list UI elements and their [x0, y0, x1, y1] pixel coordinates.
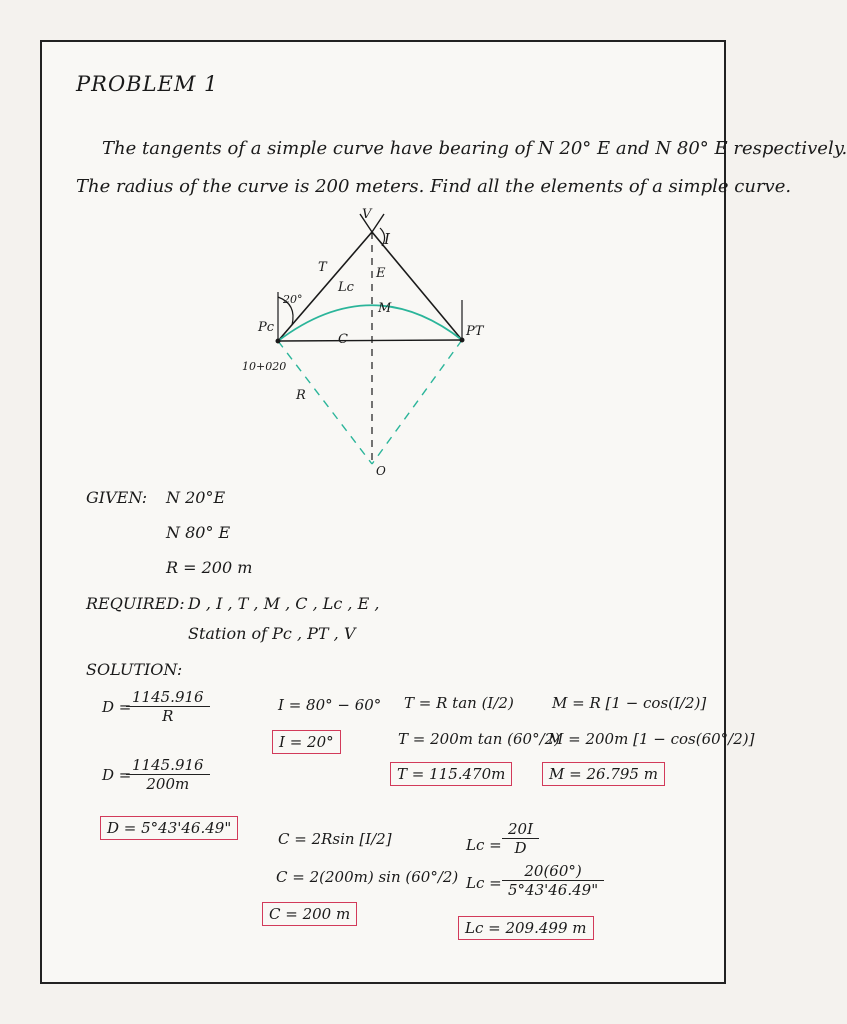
label-m: M: [378, 301, 392, 316]
m-answer-box: M = 26.795 m: [542, 762, 665, 786]
label-c: C: [338, 332, 348, 347]
d-sub-denominator: 200m: [146, 775, 190, 793]
m-formula: M = R [1 − cos(I/2)]: [552, 694, 707, 712]
label-lc: Lc: [338, 280, 354, 295]
given-item: N 80° E: [166, 523, 231, 542]
label-v: V: [362, 207, 372, 222]
tangent-forward: [372, 232, 462, 340]
d-fraction: [126, 688, 210, 725]
pt-point: [460, 338, 465, 343]
radius-pt: [372, 340, 462, 464]
lc-sub-numerator: 20(60°): [502, 862, 604, 881]
pc-point: [276, 339, 281, 344]
lc-sub-fraction: [502, 862, 604, 899]
station-label: 10+020: [242, 360, 287, 373]
given-item: N 20°E: [166, 488, 226, 507]
d-denominator: R: [162, 707, 174, 725]
d-lhs: D =: [102, 698, 132, 716]
lc-sub-lhs: Lc =: [466, 874, 502, 892]
solution-label: SOLUTION:: [86, 660, 183, 679]
d-sub-fraction: [126, 756, 210, 793]
problem-title: PROBLEM 1: [76, 72, 219, 96]
lc-sub-denominator: 5°43'46.49": [508, 881, 599, 899]
d-numerator: 1145.916: [126, 688, 210, 707]
lc-lhs: Lc =: [466, 836, 502, 854]
problem-sheet: [40, 40, 847, 984]
given-label: GIVEN:: [86, 488, 148, 507]
lc-denominator: D: [514, 839, 527, 857]
i-answer-box: I = 20°: [272, 730, 341, 754]
i-formula: I = 80° − 60°: [278, 696, 382, 714]
label-r: R: [296, 388, 306, 403]
t-formula: T = R tan (I/2): [404, 694, 514, 712]
simple-curve: [278, 305, 462, 341]
required-line-1: D , I , T , M , C , Lc , E ,: [188, 594, 380, 613]
t-substitution: T = 200m tan (60°/2): [398, 730, 561, 748]
statement-line-1: The tangents of a simple curve have bearing of N 20° E and N 80° E respectively.: [102, 138, 847, 159]
c-formula: C = 2Rsin [I/2]: [278, 830, 392, 848]
label-t: T: [318, 260, 327, 275]
label-o: O: [376, 464, 386, 478]
required-line-2: Station of Pc , PT , V: [188, 624, 356, 643]
label-angle: 20°: [283, 293, 303, 306]
c-answer-box: C = 200 m: [262, 902, 357, 926]
required-label: REQUIRED:: [86, 594, 185, 613]
d-sub-lhs: D =: [102, 766, 132, 784]
d-sub-numerator: 1145.916: [126, 756, 210, 775]
label-pt: PT: [466, 324, 484, 339]
label-pc: Pc: [258, 320, 275, 335]
t-answer-box: T = 115.470m: [390, 762, 512, 786]
m-substitution: M = 200m [1 − cos(60°/2)]: [548, 730, 755, 748]
long-chord: [278, 340, 462, 341]
lc-answer-box: Lc = 209.499 m: [458, 916, 594, 940]
lc-fraction: [502, 820, 539, 857]
given-item: R = 200 m: [166, 558, 253, 577]
lc-numerator: 20I: [502, 820, 539, 839]
label-i: I: [384, 230, 390, 248]
radius-pc: [278, 341, 372, 464]
d-answer-box: D = 5°43'46.49": [100, 816, 238, 840]
label-e: E: [376, 266, 386, 281]
statement-line-2: The radius of the curve is 200 meters. Find all the elements of a simple curve.: [76, 176, 792, 197]
c-substitution: C = 2(200m) sin (60°/2): [276, 868, 459, 886]
